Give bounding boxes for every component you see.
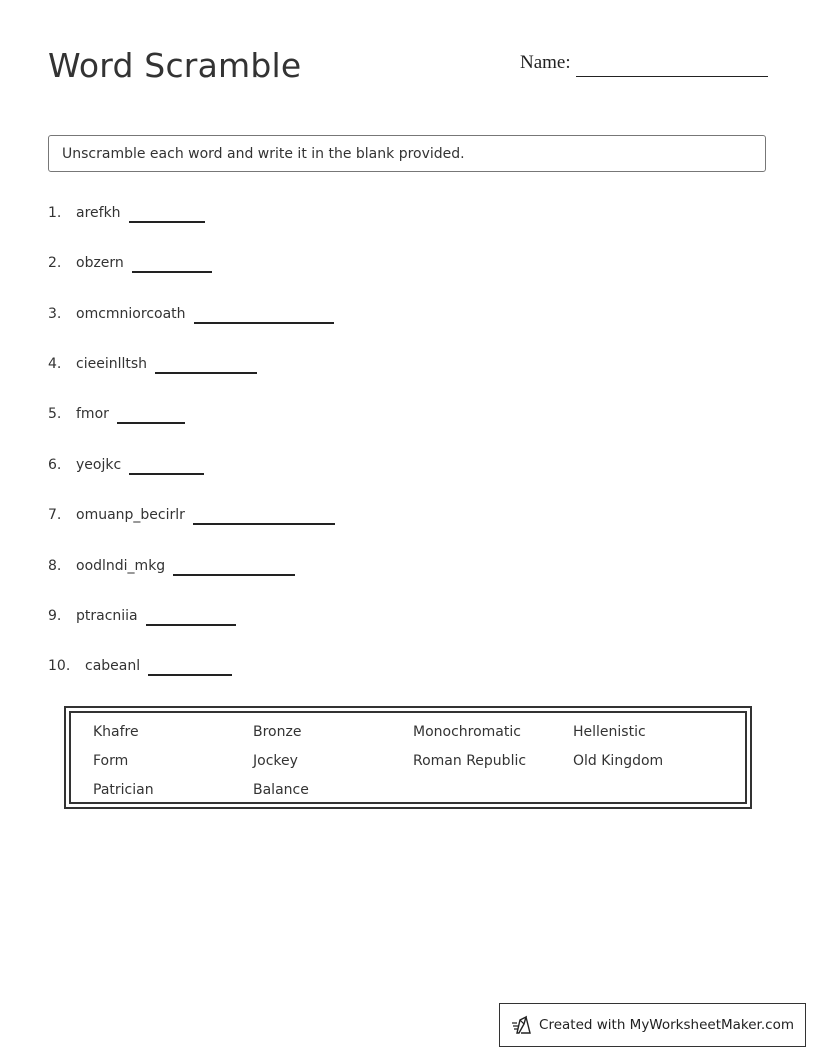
answer-blank[interactable] xyxy=(193,523,335,525)
question-number: 4. xyxy=(48,356,62,372)
question-item xyxy=(48,303,334,325)
word-bank-inner-border xyxy=(69,711,747,804)
question-item xyxy=(48,655,232,677)
word-bank xyxy=(64,706,752,809)
footer-text: Created with MyWorksheetMaker.com xyxy=(539,1017,794,1033)
word-bank-item: Roman Republic xyxy=(413,753,527,769)
answer-blank[interactable] xyxy=(132,271,212,273)
question-item xyxy=(48,454,204,476)
scrambled-word: omuanp_becirlr xyxy=(76,507,185,523)
scrambled-word: yeojkc xyxy=(76,457,122,473)
answer-blank[interactable] xyxy=(129,473,204,475)
quill-pen-icon xyxy=(511,1014,533,1036)
question-number: 3. xyxy=(48,306,62,322)
scrambled-word: obzern xyxy=(76,255,124,271)
answer-blank[interactable] xyxy=(146,624,236,626)
question-item xyxy=(48,403,185,425)
question-number: 9. xyxy=(48,608,62,624)
question-item xyxy=(48,555,295,577)
scrambled-word: cabeanl xyxy=(85,658,141,674)
word-bank-item: Jockey xyxy=(253,753,298,769)
scrambled-word: arefkh xyxy=(76,205,121,221)
answer-blank[interactable] xyxy=(117,422,185,424)
word-bank-item: Monochromatic xyxy=(413,724,521,740)
question-item xyxy=(48,504,335,526)
page-title: Word Scramble xyxy=(48,46,302,85)
question-number: 2. xyxy=(48,255,62,271)
word-bank-item: Hellenistic xyxy=(573,724,646,740)
question-number: 6. xyxy=(48,457,62,473)
instructions-box: Unscramble each word and write it in the blank provided. xyxy=(48,135,766,172)
question-number: 1. xyxy=(48,205,62,221)
name-label: Name: xyxy=(520,52,571,73)
question-item xyxy=(48,252,212,274)
question-number: 10. xyxy=(48,658,71,674)
footer-credit[interactable] xyxy=(499,1003,806,1047)
word-bank-item: Patrician xyxy=(93,782,154,798)
answer-blank[interactable] xyxy=(173,574,295,576)
scrambled-word: fmor xyxy=(76,406,109,422)
question-number: 5. xyxy=(48,406,62,422)
name-blank-line[interactable] xyxy=(576,76,768,77)
scrambled-word: ptracniia xyxy=(76,608,138,624)
scrambled-word: cieeinlltsh xyxy=(76,356,148,372)
name-field-group xyxy=(520,52,770,80)
word-bank-item: Old Kingdom xyxy=(573,753,664,769)
word-bank-item: Khafre xyxy=(93,724,139,740)
question-number: 8. xyxy=(48,558,62,574)
answer-blank[interactable] xyxy=(148,674,232,676)
word-bank-item: Form xyxy=(93,753,129,769)
question-number: 7. xyxy=(48,507,62,523)
answer-blank[interactable] xyxy=(194,322,334,324)
question-item xyxy=(48,202,205,224)
question-item xyxy=(48,605,236,627)
word-bank-item: Bronze xyxy=(253,724,302,740)
word-bank-item: Balance xyxy=(253,782,309,798)
scrambled-word: oodlndi_mkg xyxy=(76,558,166,574)
question-item xyxy=(48,353,257,375)
scrambled-word: omcmniorcoath xyxy=(76,306,186,322)
answer-blank[interactable] xyxy=(129,221,205,223)
answer-blank[interactable] xyxy=(155,372,257,374)
